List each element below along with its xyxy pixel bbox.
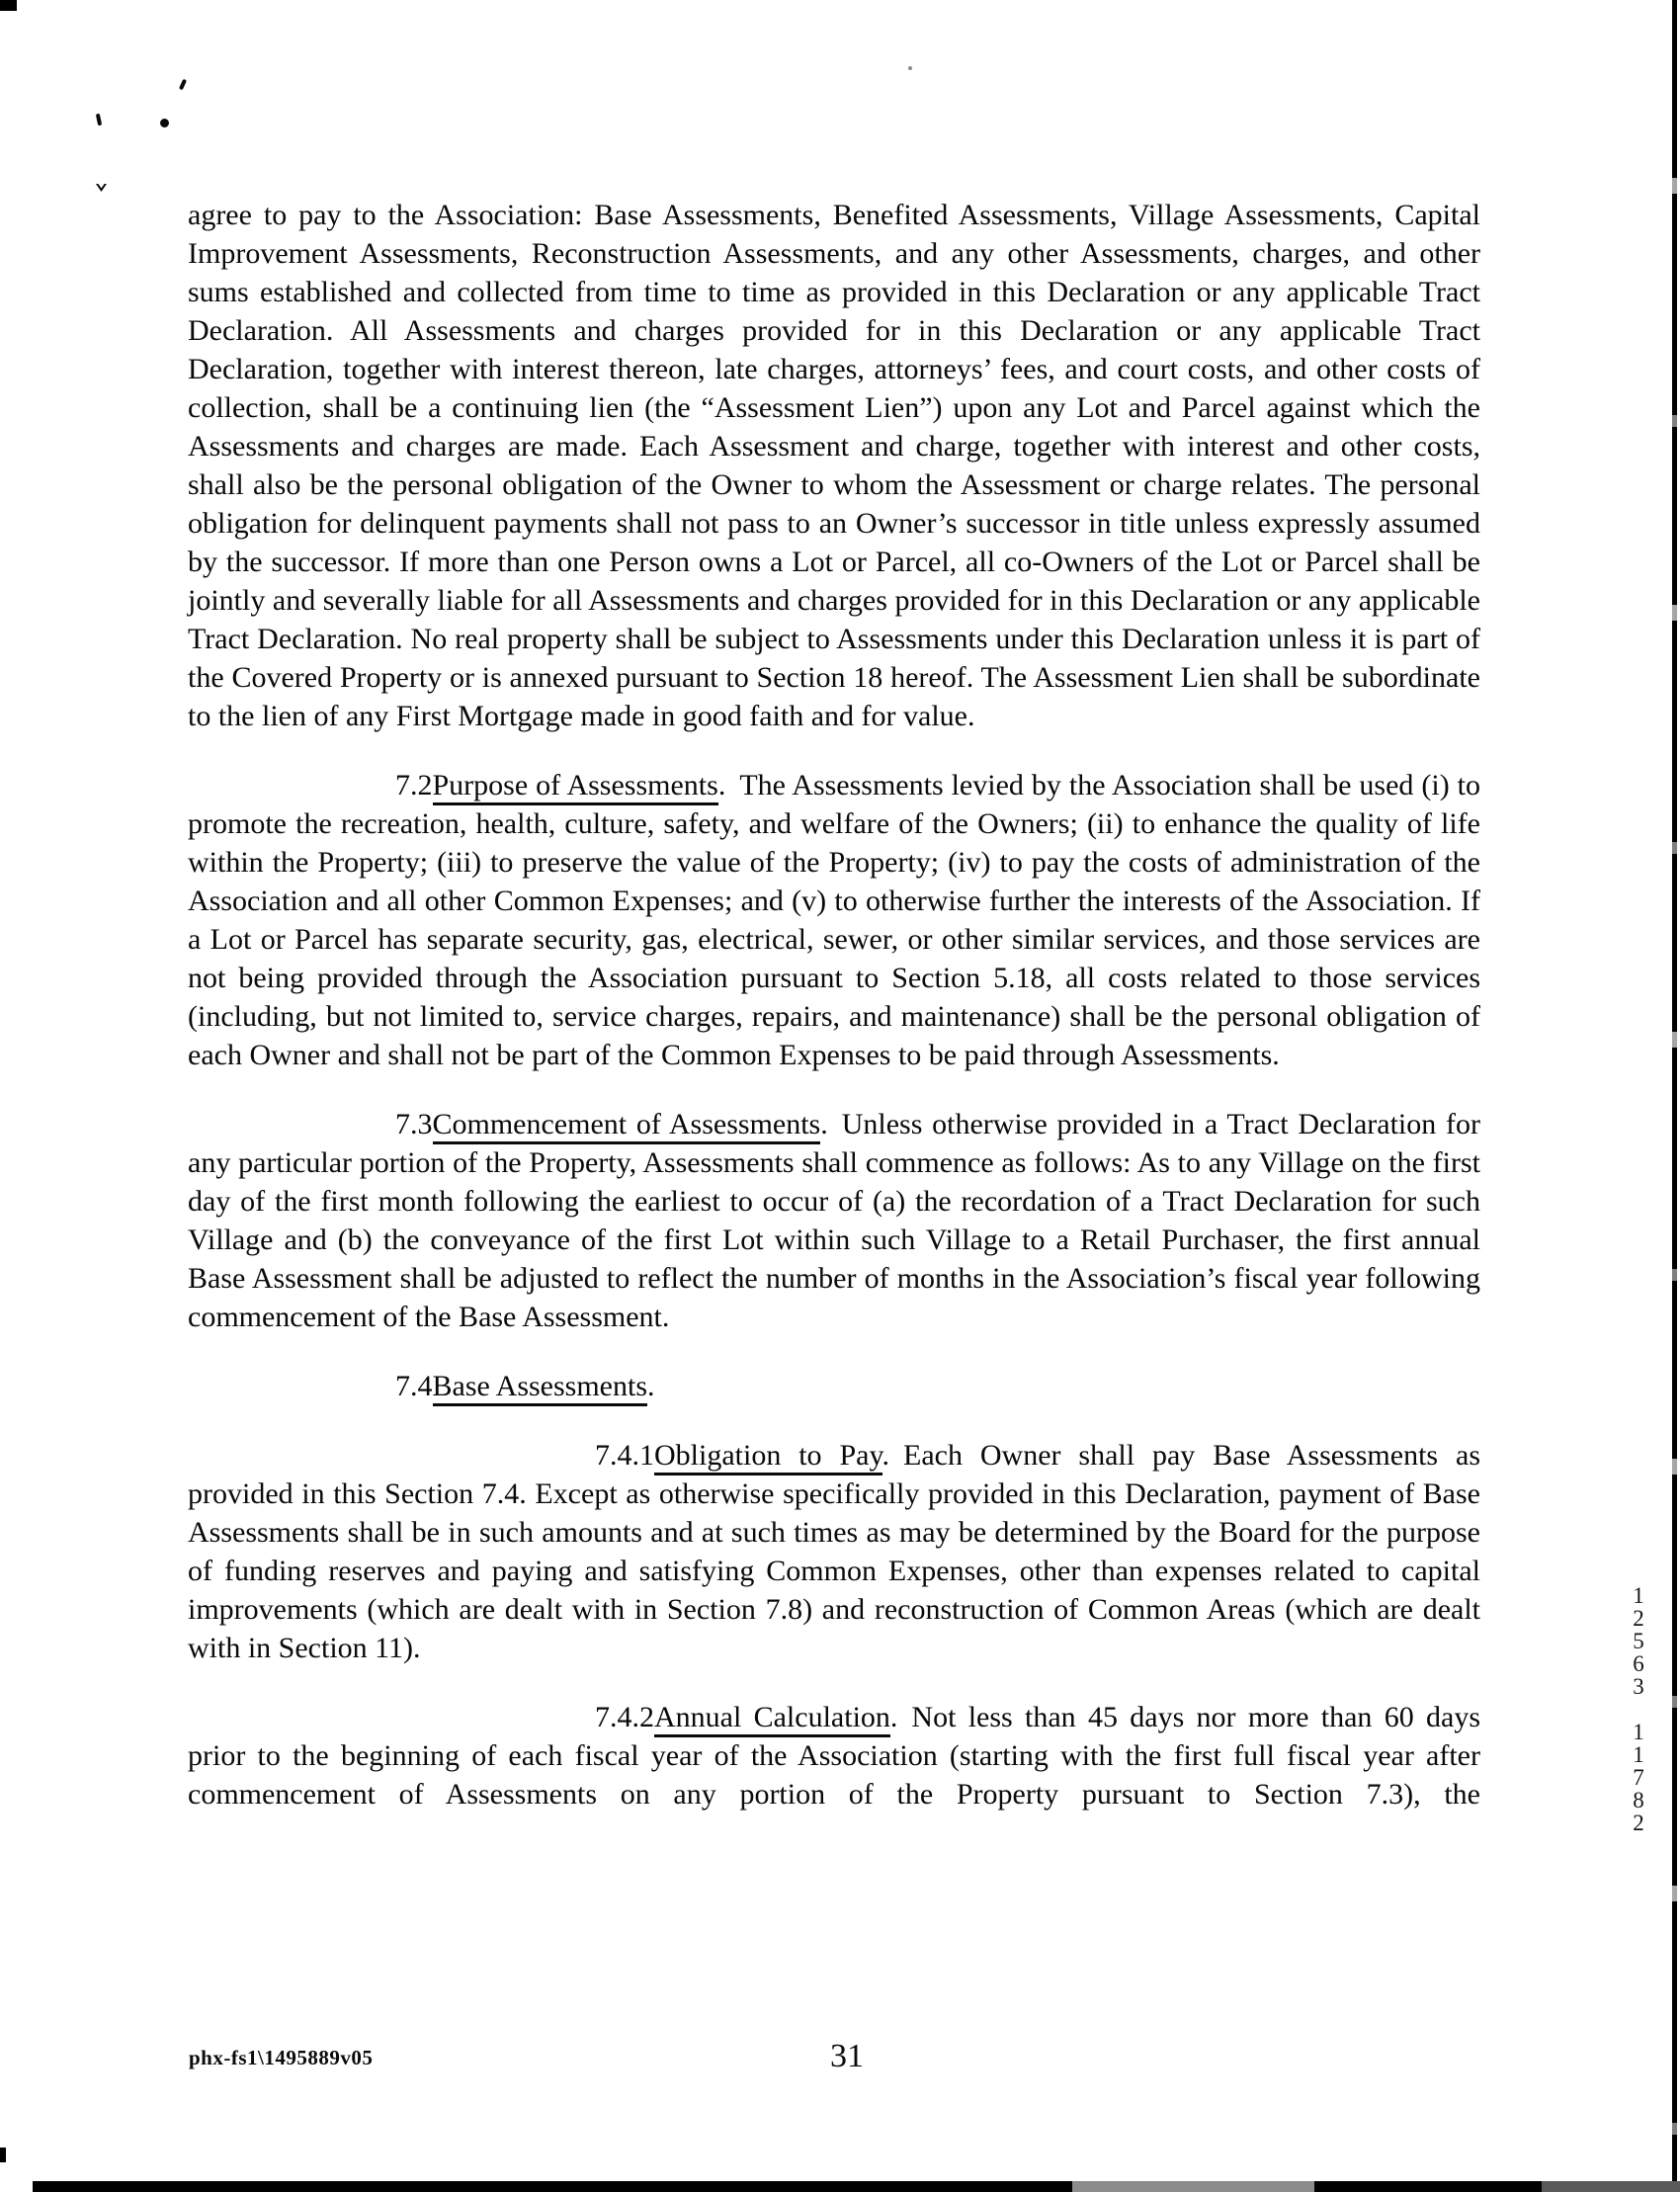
heading-period: . [717,769,726,801]
section-number: 7.3 [395,1108,433,1140]
scan-edge-mark [0,2148,6,2162]
section-heading: Base Assessments [433,1370,648,1406]
section-heading: Purpose of Assessments [433,769,718,805]
heading-period: . [889,1701,898,1733]
heading-period: . [882,1439,890,1472]
scan-corner-mark [0,0,17,11]
continuation-paragraph [188,196,1480,735]
section-body: Each Owner shall pay Base Assessments as provided in this Section 7.4. Except as otherwise specifically provided in this Declaration, payment of Base Assessments shall be in such amounts and at such times as may be determined by the Board for the purpose of funding reserves and paying and satisfying Common Expenses, other than expenses related to capital improvements (which are dealt with in Section 7.8) and reconstruction of Common Areas (which are dealt with in Section 11). [188,1439,1480,1664]
section-body: Unless otherwise provided in a Tract Declaration for any particular portion of the Property, Assessments shall commence as follows: As to any Village on the first day of the first month following the earliest to occur of (a) the recordation of a Tract Declaration for such Village and (b) the conveyance of the first Lot within such Village to a Retail Purchaser, the first annual Base Assessment shall be adjusted to reflect the number of months in the Association’s fiscal year following commencement of the Base Assessment. [188,1108,1480,1333]
section-body: The Assessments levied by the Association shall be used (i) to promote the recreation, health, culture, safety, and welfare of the Owners; (ii) to enhance the quality of life within the Property; (iii) to preserve the value of the Property; (iv) to pay the costs of administration of the Association and all other Common Expenses; and (v) to otherwise further the interests of the Association. If a Lot or Parcel has separate security, gas, electrical, sewer, or other similar services, and those services are not being provided through the Association pursuant to Section 5.18, all costs related to those services (including, but not limited to, service charges, repairs, and maintenance) shall be the personal obligation of each Owner and shall not be part of the Common Expenses to be paid through Assessments. [188,769,1481,1071]
paragraph-text: agree to pay to the Association: Base Assessments, Benefited Assessments, Village Assessments, Capital Improvement Assessments, Reconstruction Assessments, and any other Assessments, charges, and other sums established and collected from time to time as provided in this Declaration or any applicable Tract Declaration. All Assessments and charges provided for in this Declaration or any applicable Tract Declaration, together with interest thereon, late charges, attorneys’ fees, and court costs, and other costs of collection, shall be a continuing lien (the “Assessment Lien”) upon any Lot and Parcel against which the Assessments and charges are made. Each Assessment and charge, together with interest and other costs, shall also be the personal obligation of the Owner to whom the Assessment or charge relates. The personal obligation for delinquent payments shall not pass to an Owner’s successor in title unless expressly assumed by the successor. If more than one Person owns a Lot or Parcel, all co-Owners of the Lot or Parcel shall be jointly and severally liable for all Assessments and charges provided for in this Declaration or any applicable Tract Declaration. No real property shall be subject to Assessments under this Declaration unless it is part of the Covered Property or is annexed pursuant to Section 18 hereof. The Assessment Lien shall be subordinate to the lien of any First Mortgage made in good faith and for value. [188,199,1480,732]
document-id-footer: phx-fs1\1495889v05 [189,2046,374,2069]
section-7-4-2 [188,1698,1480,1813]
page-number: 31 [830,2038,864,2074]
scan-bar-fade [1542,2181,1680,2192]
margin-stamp-group-2: 11782 [1633,1720,1644,1835]
section-heading: Annual Calculation [654,1701,890,1737]
section-number: 7.2 [395,769,433,801]
section-number: 7.4.2 [595,1701,654,1733]
margin-stamp-group-1: 12563 [1633,1583,1644,1699]
scan-speck [160,119,169,127]
scan-speck [96,114,102,126]
scan-edge-line [1672,0,1677,2192]
scan-speck [96,184,107,192]
section-7-4-1 [188,1436,1480,1667]
section-body: Not less than 45 days nor more than 60 days prior to the beginning of each fiscal year of the Association (starting with the first full fiscal year after commencement of Assessments on any portion of the Property pursuant to Section 7.3), the [188,1701,1480,1811]
section-7-2 [188,766,1480,1074]
heading-period: . [647,1370,655,1402]
section-number: 7.4.1 [595,1439,654,1472]
section-number: 7.4 [395,1370,433,1402]
section-heading: Obligation to Pay [654,1439,882,1475]
heading-period: . [820,1108,828,1140]
scan-speck [908,66,912,70]
section-7-4 [188,1367,1480,1405]
scan-speck [179,79,187,91]
section-7-3 [188,1105,1480,1336]
section-heading: Commencement of Assessments [433,1108,821,1144]
scan-bar-fade [1072,2181,1314,2192]
text-column [188,196,1480,1844]
scan-bottom-bar [33,2181,1680,2192]
